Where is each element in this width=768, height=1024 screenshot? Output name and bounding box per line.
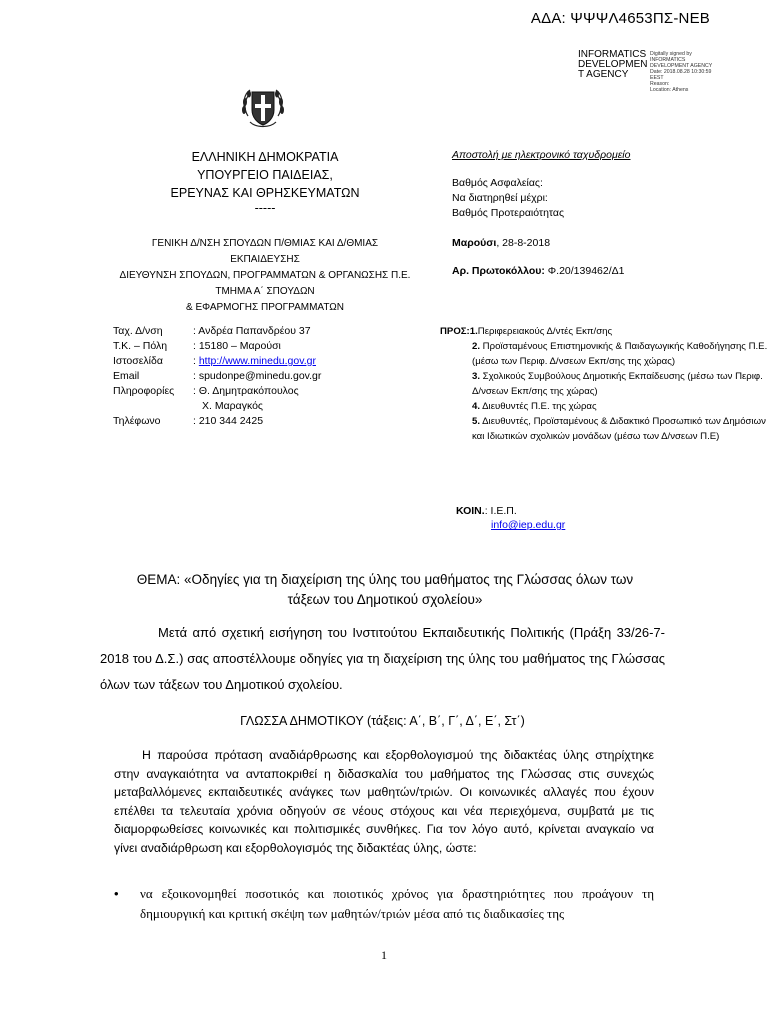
cc-email-link[interactable]: info@iep.edu.gr: [491, 519, 566, 531]
contact-block: [113, 324, 321, 429]
email-label: Email: [113, 370, 140, 382]
recipient-item-3: [440, 369, 768, 399]
recipient-text: Προϊσταμένους Επιστημονικής & Παιδαγωγικής Καθοδήγησης Π.Ε. (μέσω των Περιφ. Δ/νσεων Εκπ/σης της χώρας): [472, 341, 768, 367]
signature-detail-line: INFORMATICS: [650, 57, 686, 63]
zip-label: Τ.Κ. – Πόλη: [113, 340, 168, 352]
info-label: Πληροφορίες: [113, 385, 175, 397]
website-colon: :: [193, 355, 199, 367]
recipient-text: Περιφερειακούς Δ/ντές Εκπ/σης: [477, 326, 613, 337]
bullet-text: να εξοικονομηθεί ποσοτικός και ποιοτικός χρόνος για δραστηριότητες που προάγουν τη δημιουργική και κριτική σκέψη των μαθητών/τριών μέσα από τις διαδικασίες της: [140, 886, 654, 921]
zip-value: : 15180 – Μαρούσι: [193, 340, 281, 352]
recipient-number: 2.: [472, 341, 481, 352]
website-label: Ιστοσελίδα: [113, 355, 163, 367]
retain-until: Να διατηρηθεί μέχρι:: [452, 192, 548, 204]
priority-level: Βαθμός Προτεραιότητας: [452, 207, 565, 219]
signature-detail-line: Location: Athens: [650, 87, 689, 93]
header-ministry-cont: ΕΡΕΥΝΑΣ ΚΑΙ ΘΡΗΣΚΕΥΜΑΤΩΝ: [170, 186, 360, 200]
ministry-header: [100, 148, 430, 214]
page-number: 1: [381, 948, 387, 962]
dept-line: & ΕΦΑΡΜΟΓΗΣ ΠΡΟΓΡΑΜΜΑΤΩΝ: [186, 302, 344, 313]
section-heading: ΓΛΩΣΣΑ ΔΗΜΟΤΙΚΟΥ (τάξεις: Α΄, Β΄, Γ΄, Δ΄, Ε΄, Στ΄): [240, 714, 525, 728]
bullet-item: [114, 884, 654, 924]
email-value: : spudonpe@minedu.gov.gr: [193, 370, 322, 382]
dept-line: ΕΚΠΑΙΔΕΥΣΗΣ: [230, 254, 300, 265]
to-label: ΠΡΟΣ:: [440, 326, 470, 337]
send-method: Αποστολή με ηλεκτρονικό ταχυδρομείο: [452, 149, 631, 161]
header-dash: -----: [254, 201, 276, 215]
signature-detail-line: EEST: [650, 75, 664, 81]
recipient-number: 1.: [469, 326, 478, 337]
recipient-number: 5.: [472, 416, 481, 427]
recipient-item-4: [440, 399, 768, 414]
recipient-number: 4.: [472, 401, 481, 412]
recipient-text: Διευθυντές Π.Ε. της χώρας: [480, 401, 597, 412]
cc-label: ΚΟΙΝ.: [456, 505, 485, 517]
subject-line-1: ΘΕΜΑ: «Οδηγίες για τη διαχείριση της ύλης του μαθήματος της Γλώσσας όλων των: [136, 572, 634, 587]
header-ministry: ΥΠΟΥΡΓΕΙΟ ΠΑΙΔΕΙΑΣ,: [197, 168, 333, 182]
intro-paragraph: Μετά από σχετική εισήγηση του Ινστιτούτου Εκπαιδευτικής Πολιτικής (Πράξη 33/26-7-2018 του Δ.Σ.) σας αποστέλλουμε οδηγίες για τη διαχείριση της ύλης του μαθήματος της Γλώσσας όλων των τάξεων του Δημοτικού σχολείου.: [100, 625, 665, 692]
protocol-value: Φ.20/139462/Δ1: [544, 265, 625, 277]
website-link[interactable]: http://www.minedu.gov.gr: [198, 355, 316, 367]
dept-line: ΓΕΝΙΚΗ Δ/ΝΣΗ ΣΠΟΥΔΩΝ Π/ΘΜΙΑΣ ΚΑΙ Δ/ΘΜΙΑΣ: [151, 238, 379, 249]
recipient-item-2: [440, 339, 768, 369]
date-value: , 28-8-2018: [496, 237, 551, 249]
signature-detail-line: Date: 2018.08.28 10:30:59: [650, 69, 712, 75]
recipients-block: [440, 324, 768, 444]
signature-detail-line: DEVELOPMENT AGENCY: [650, 63, 713, 69]
digital-signature-details: [650, 51, 732, 93]
info-value-2: Χ. Μαραγκός: [202, 400, 263, 412]
ada-code: ΑΔΑ: ΨΨΨΛ4653ΠΣ-ΝΕΒ: [530, 10, 710, 27]
cc-line: [456, 504, 517, 519]
signature-company-line: T AGENCY: [578, 69, 629, 80]
security-level: Βαθμός Ασφαλείας:: [452, 177, 543, 189]
header-republic: ΕΛΛΗΝΙΚΗ ΔΗΜΟΚΡΑΤΙΑ: [191, 150, 339, 164]
recipient-item-5: [440, 414, 768, 444]
address-value: : Ανδρέα Παπανδρέου 37: [193, 325, 311, 337]
protocol-label: Αρ. Πρωτοκόλλου:: [452, 265, 545, 277]
recipient-text: Σχολικούς Συμβούλους Δημοτικής Εκπαίδευσης (μέσω των Περιφ. Δ/νσεων Εκπ/σης της χώρας): [472, 371, 763, 397]
recipient-item-1: [440, 324, 768, 339]
subject-line-2: τάξεων του Δημοτικού σχολείου»: [287, 592, 483, 607]
bullet-mark: •: [114, 886, 119, 901]
recipient-text: Διευθυντές, Προϊσταμένους & Διδακτικό Προσωπικό των Δημόσιων και Ιδιωτικών σχολικών μονάδων (μέσω των Δ/νσεων Π.Ε): [472, 416, 766, 442]
info-value-1: : Θ. Δημητρακόπουλος: [193, 385, 299, 397]
hellenic-coat-of-arms-icon: [236, 82, 290, 136]
subject: [90, 570, 680, 610]
dept-line: ΤΜΗΜΑ Α΄ ΣΠΟΥΔΩΝ: [215, 286, 315, 297]
dept-line: ΔΙΕΥΘΥΝΣΗ ΣΠΟΥΔΩΝ, ΠΡΟΓΡΑΜΜΑΤΩΝ & ΟΡΓΑΝΩΣΗΣ Π.Ε.: [119, 270, 411, 281]
security-block: [452, 176, 564, 221]
date-label: Μαρούσι: [452, 237, 497, 249]
department-header: [90, 236, 440, 316]
signature-detail-line: Digitally signed by: [650, 51, 692, 57]
address-label: Ταχ. Δ/νση: [113, 325, 163, 337]
signature-company-line: DEVELOPMEN: [578, 59, 648, 70]
recipient-number: 3.: [472, 371, 481, 382]
phone-label: Τηλέφωνο: [113, 415, 161, 427]
phone-value: : 210 344 2425: [193, 415, 264, 427]
protocol-line: [452, 264, 625, 279]
body-paragraph: Η παρούσα πρόταση αναδιάρθρωσης και εξορθολογισμού της διδακτέας ύλης στηρίχτηκε στην αναγκαιότητα να ανταποκριθεί η διδασκαλία του μαθήματος της Γλώσσας στις συνεχώς μεταβαλλόμενες εκπαιδευτικές ανάγκες των μαθητών/τριών. Οι κοινωνικές αλλαγές που έχουν επέλθει τα τελευταία χρόνια οδηγούν σε νέους στόχους και νέα περιεχόμενα, συμβατά με τις διαμορφωθείσες κοινωνικές και πολιτισμικές συνθήκες. Για τον λόγο αυτό, κρίνεται αναγκαίο να γίνει αναδιάρθρωση και εξορθολογισμός της διδακτέας ύλης, ώστε:: [114, 748, 654, 855]
signature-detail-line: Reason:: [650, 81, 670, 87]
date-line: [452, 236, 550, 251]
signature-company-line: INFORMATICS: [578, 49, 647, 60]
cc-value: : Ι.Ε.Π.: [484, 505, 517, 517]
